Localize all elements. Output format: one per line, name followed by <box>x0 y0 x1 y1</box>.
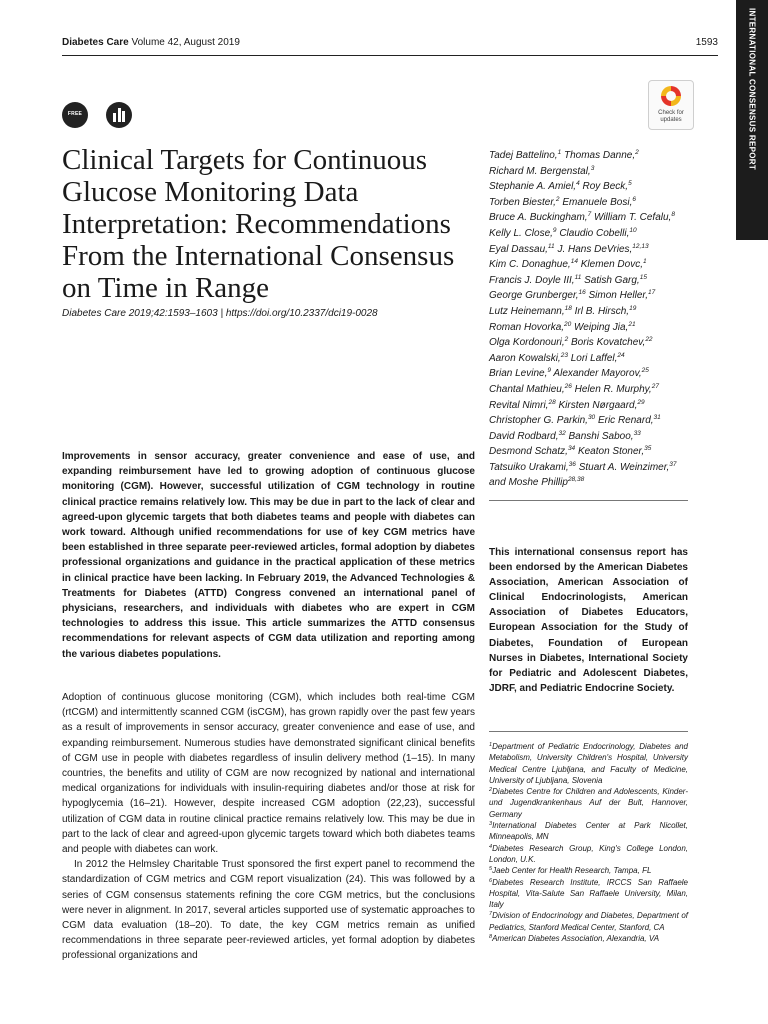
author-name: Tatsuiko Urakami, <box>489 461 569 473</box>
free-access-label: FREE <box>67 111 83 117</box>
author-name: Richard M. Bergenstal, <box>489 165 591 177</box>
author-name: Thomas Danne, <box>563 150 636 161</box>
article-citation[interactable]: Diabetes Care 2019;42:1593–1603 | https://doi.org/10.2337/dci19-0028 <box>62 308 378 319</box>
author-name: Olga Kordonouri, <box>489 337 565 349</box>
author-name: Bruce A. Buckingham, <box>489 212 588 224</box>
header-rule <box>62 55 718 56</box>
author-affiliation-ref: 31 <box>653 414 661 422</box>
affiliation-text: American Diabetes Association, Alexandria, VA <box>492 934 660 944</box>
affiliation-text: Jaeb Center for Health Research, Tampa, FL <box>492 866 652 876</box>
author-affiliation-ref: 37 <box>669 460 677 468</box>
author-affiliation-ref: 12,13 <box>632 242 649 250</box>
body-paragraph: In 2012 the Helmsley Charitable Trust sponsored the first expert panel to recommend the standardization of CGM metrics and CGM report visualization (24). This was followed by a series of CGM consensus statements refining the core CGM metrics, but the conclusions were never in alignment. In 2017, several articles supported use of systematic approaches to CGM data evaluation (18–20). To date, the key CGM metrics remain as unified recommendations in three separate peer-reviewed articles, yet formal adoption by diabetes professional organizations and <box>62 859 475 962</box>
affiliation-text: Department of Pediatric Endocrinology, Diabetes and Metabolism, University Children's Hospital, University Medical Centre Ljubljana, and Faculty of Medicine, University of Ljubljana, Slovenia <box>489 742 688 785</box>
author-affiliation-ref: 11 <box>547 242 555 250</box>
author-line <box>489 226 704 242</box>
author-line <box>489 320 704 336</box>
author-affiliation-ref: 25 <box>641 367 649 375</box>
affiliation-text: Diabetes Research Group, King's College London, London, U.K. <box>489 843 688 864</box>
author-name: Emanuele Bosi, <box>562 196 633 208</box>
affiliation-text: International Diabetes Center at Park Nicollet, Minneapolis, MN <box>489 821 688 842</box>
author-line <box>489 351 704 367</box>
affiliation-item <box>489 877 688 911</box>
author-affiliation-ref: 14 <box>570 258 578 266</box>
author-name: and Moshe Phillip <box>489 477 568 489</box>
author-name: Eyal Dassau, <box>489 243 548 255</box>
author-name: Eric Renard, <box>597 415 654 427</box>
affiliation-text: Diabetes Centre for Children and Adolescents, Kinder- und Jugendkrankenhaus Auf der Bult, Hannover, Germany <box>489 787 688 819</box>
author-affiliation-ref: 3 <box>590 164 595 172</box>
affiliation-number: 4 <box>489 843 493 850</box>
author-name: Tadej Battelino, <box>489 150 558 161</box>
author-name: Francis J. Doyle III, <box>489 274 575 286</box>
affiliation-item <box>489 786 688 820</box>
author-line <box>489 148 704 164</box>
author-name: Revital Nimri, <box>489 399 549 411</box>
author-affiliation-ref: 27 <box>651 382 659 390</box>
author-line <box>489 413 704 429</box>
author-affiliation-ref: 4 <box>576 180 580 188</box>
author-affiliation-ref: 28,38 <box>567 476 585 484</box>
author-affiliation-ref: 11 <box>574 273 582 281</box>
author-affiliation-ref: 24 <box>617 351 625 359</box>
running-head <box>62 37 240 48</box>
author-name: Roman Hovorka, <box>489 321 565 333</box>
author-name: William T. Cefalu, <box>593 212 672 224</box>
section-side-tab <box>736 0 768 240</box>
author-affiliation-ref: 16 <box>578 289 586 297</box>
affiliation-item <box>489 741 688 786</box>
endorsement-note: This international consensus report has been endorsed by the American Diabetes Association, American Association of Clinical Endocrinologists, American Association of Diabetes Educators, European Association for the Study of Diabetes, Foundation of European Nurses in Diabetes, International Society for Pediatric and Adolescent Diabetes, JDRF, and Pediatric Endocrine Society. <box>489 547 688 694</box>
author-affiliation-ref: 29 <box>637 398 645 406</box>
affiliation-number: 7 <box>489 911 493 918</box>
author-name: Banshi Saboo, <box>568 430 634 442</box>
author-name: Weiping Jia, <box>574 321 629 333</box>
author-list <box>489 148 704 491</box>
check-for-updates-button[interactable] <box>648 80 694 130</box>
article-title: Clinical Targets for Continuous Glucose Monitoring Data Interpretation: Recommendations From the International Consensus on Time in Range <box>62 144 455 304</box>
author-name: Christopher G. Parkin, <box>489 415 588 427</box>
author-name: Alexander Mayorov, <box>553 368 642 380</box>
author-affiliation-ref: 9 <box>547 367 551 375</box>
author-affiliation-ref: 23 <box>560 351 568 359</box>
author-name: Lori Laffel, <box>570 352 618 364</box>
author-name: Lutz Heinemann, <box>489 305 565 317</box>
author-line <box>489 210 704 226</box>
affiliation-number: 3 <box>489 821 493 828</box>
author-line <box>489 460 704 476</box>
affiliation-item <box>489 865 688 876</box>
author-affiliation-ref: 34 <box>567 445 576 453</box>
author-name: Keaton Stoner, <box>577 446 645 458</box>
body-text <box>62 690 475 964</box>
author-line <box>489 257 704 273</box>
affiliation-number: 1 <box>489 742 493 748</box>
author-affiliation-ref: 20 <box>564 320 572 328</box>
data-supplement-icon[interactable] <box>106 102 132 128</box>
author-affiliation-ref: 32 <box>558 429 566 437</box>
author-name: George Grunberger, <box>489 290 579 302</box>
author-name: Klemen Dovc, <box>580 259 643 271</box>
author-name: David Rodbard, <box>489 430 559 442</box>
author-line <box>489 398 704 414</box>
affiliation-number: 6 <box>489 877 493 884</box>
author-name: Boris Kovatchev, <box>571 337 646 349</box>
author-line <box>489 195 704 211</box>
affiliation-list <box>489 741 688 944</box>
author-name: Desmond Schatz, <box>489 446 568 458</box>
journal-volume: Volume 42, August 2019 <box>131 37 240 48</box>
author-affiliation-ref: 21 <box>628 320 636 328</box>
author-affiliation-ref: 15 <box>639 273 647 281</box>
author-affiliation-ref: 35 <box>644 445 652 453</box>
author-name: Torben Biester, <box>489 196 556 208</box>
author-line <box>489 304 704 320</box>
author-name: Irl B. Hirsch, <box>574 305 630 317</box>
author-affiliation-ref: 26 <box>564 382 572 390</box>
crossmark-icon <box>661 86 681 106</box>
author-affiliation-ref: 6 <box>632 195 636 203</box>
free-access-icon[interactable] <box>62 102 88 128</box>
author-line <box>489 382 704 398</box>
author-affiliation-ref: 36 <box>568 460 576 468</box>
check-for-updates-label: Check for updates <box>658 110 684 123</box>
affiliation-divider <box>489 731 688 732</box>
author-name: Stuart A. Weinzimer, <box>578 461 670 473</box>
affiliation-item <box>489 933 688 944</box>
author-name: Kim C. Donaghue, <box>489 259 571 271</box>
author-name: Claudio Cobelli, <box>559 227 630 239</box>
body-paragraph: Adoption of continuous glucose monitoring (CGM), which includes both real-time CGM (rtCGM) and intermittently scanned CGM (isCGM), has grown rapidly over the past few years as a result of improvements in sensor accuracy, greater convenience and ease of use, and expanding reimbursement. Numerous studies have demonstrated significant clinical benefits of CGM use in people with diabetes regardless of insulin delivery method (1–15). In many countries, the benefits and utility of CGM are now recognized by national and international medical organizations for individuals with insulin-requiring diabetes and/or those at risk for hypoglycemia (16–21). However, despite increased CGM adoption (22,23), successful utilization of CGM data in routine clinical practice remains relatively low. This may be due in part to the lack of clear and agreed-upon glycemic targets toward which both diabetes teams and people with diabetes can work. <box>62 692 475 856</box>
author-affiliation-ref: 1 <box>642 258 647 266</box>
author-name: Kirsten Nørgaard, <box>558 399 638 411</box>
author-name: Kelly L. Close, <box>489 227 553 239</box>
author-divider <box>489 500 688 501</box>
author-line <box>489 444 704 460</box>
author-affiliation-ref: 10 <box>629 226 637 234</box>
author-affiliation-ref: 1 <box>557 149 562 156</box>
author-name: Simon Heller, <box>588 290 648 302</box>
author-affiliation-ref: 22 <box>645 336 653 344</box>
author-name: Satish Garg, <box>584 274 640 286</box>
author-affiliation-ref: 9 <box>552 226 557 234</box>
affiliation-number: 5 <box>489 866 493 873</box>
affiliation-text: Diabetes Research Institute, IRCCS San Raffaele Hospital, Vita-Salute San Raffaele University, Milan, Italy <box>489 877 688 910</box>
author-affiliation-ref: 33 <box>633 429 641 437</box>
author-line <box>489 288 704 304</box>
affiliation-item <box>489 820 688 843</box>
author-name: Brian Levine, <box>489 368 548 380</box>
author-line <box>489 475 704 491</box>
author-affiliation-ref: 5 <box>628 180 632 188</box>
author-line <box>489 179 704 195</box>
author-affiliation-ref: 2 <box>555 195 560 203</box>
author-line <box>489 273 704 289</box>
author-name: Aaron Kowalski, <box>489 352 561 364</box>
author-line <box>489 335 704 351</box>
author-name: J. Hans DeVries, <box>557 243 633 255</box>
side-tab-label: INTERNATIONAL CONSENSUS REPORT <box>747 8 757 171</box>
journal-name: Diabetes Care <box>62 37 129 48</box>
affiliation-item <box>489 910 688 933</box>
author-affiliation-ref: 8 <box>671 211 675 219</box>
author-affiliation-ref: 2 <box>564 336 569 344</box>
page-number: 1593 <box>695 37 718 48</box>
abstract: Improvements in sensor accuracy, greater convenience and ease of use, and expanding reimbursement have led to growing adoption of continuous glucose monitoring (CGM). However, successful utilization of CGM technology in routine clinical practice remains relatively low. This may be due in part to the lack of clear and agreed-upon glycemic targets that both diabetes teams and people with diabetes can work toward. Although unified recommendations for use of key CGM metrics have been established in three separate peer-reviewed articles, formal adoption by diabetes professional organizations and guidance in the practical application of these metrics in clinical practice have been lacking. In February 2019, the Advanced Technologies & Treatments for Diabetes (ATTD) Congress convened an international panel of physicians, researchers, and individuals with diabetes who are expert in CGM technologies to address this issue. This article summarizes the ATTD consensus recommendations for relevant aspects of CGM data utilization and reporting among the various diabetes populations. <box>62 451 475 660</box>
author-name: Chantal Mathieu, <box>489 383 565 395</box>
author-line <box>489 429 704 445</box>
author-line <box>489 366 704 382</box>
author-name: Helen R. Murphy, <box>574 383 652 395</box>
author-affiliation-ref: 7 <box>587 211 592 219</box>
author-affiliation-ref: 30 <box>587 414 596 422</box>
affiliation-number: 8 <box>489 934 493 941</box>
author-affiliation-ref: 18 <box>564 304 572 312</box>
affiliation-item <box>489 843 688 866</box>
author-line <box>489 164 704 180</box>
affiliation-number: 2 <box>489 787 493 794</box>
affiliation-text: Division of Endocrinology and Diabetes, Department of Pediatrics, Stanford Medical Center, Stanford, CA <box>489 911 688 932</box>
author-name: Stephanie A. Amiel, <box>489 181 577 193</box>
author-affiliation-ref: 19 <box>629 304 637 312</box>
author-affiliation-ref: 28 <box>548 398 556 406</box>
author-affiliation-ref: 17 <box>647 289 656 297</box>
author-affiliation-ref: 2 <box>635 149 639 156</box>
author-name: Roy Beck, <box>582 181 629 193</box>
author-line <box>489 242 704 258</box>
